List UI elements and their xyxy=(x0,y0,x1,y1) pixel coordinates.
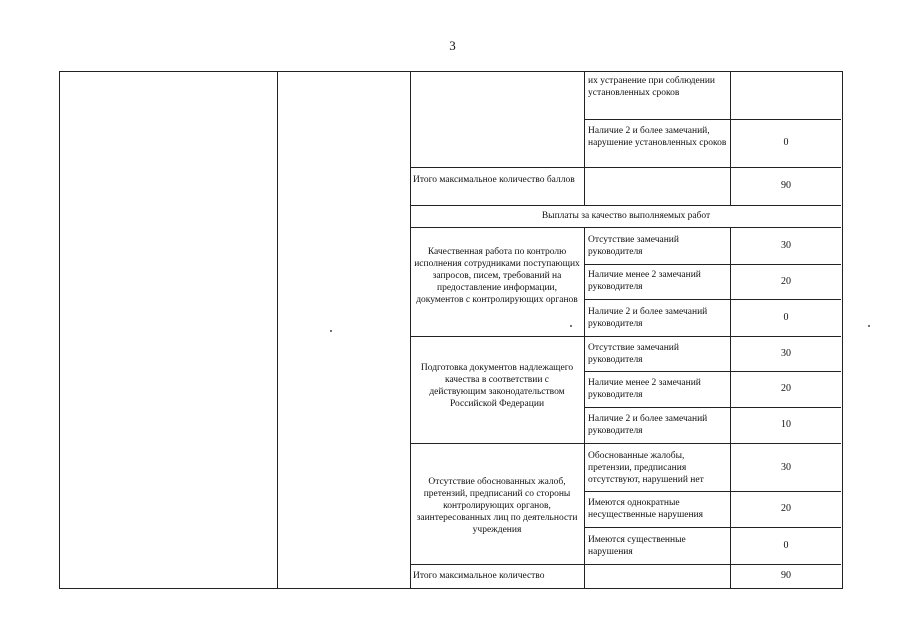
row-line xyxy=(410,227,841,228)
group-title: Подготовка документов надлежащего качества в соответствии с действующим законодательством Российской Федерации xyxy=(420,363,574,409)
criterion-value: 10 xyxy=(781,419,791,430)
criterion-value: 20 xyxy=(781,503,791,514)
criterion-text: Наличие 2 и более замечаний, нарушение установленных сроков xyxy=(588,126,727,148)
row-line xyxy=(584,264,841,265)
criterion-text: Отсутствие замечаний руководителя xyxy=(588,343,679,365)
row-line xyxy=(584,299,841,300)
criterion-text: Отсутствие замечаний руководителя xyxy=(588,235,679,257)
criterion-text: Имеются существенные нарушения xyxy=(588,535,686,557)
scan-speck xyxy=(868,325,870,327)
row-line xyxy=(410,443,841,444)
criterion-value: 30 xyxy=(781,462,791,473)
criterion-text: Имеются однократные несущественные нарушения xyxy=(588,498,704,520)
row-line xyxy=(584,119,841,120)
criterion-text: Наличие менее 2 замечаний руководителя xyxy=(588,378,701,400)
criterion-value: 30 xyxy=(781,240,791,251)
criterion-text: Наличие менее 2 замечаний руководителя xyxy=(588,270,701,292)
row-line xyxy=(584,491,841,492)
col-divider-1 xyxy=(277,72,278,588)
row-line xyxy=(410,564,841,565)
total-label: Итого максимальное количество баллов xyxy=(413,175,575,185)
row-line xyxy=(410,336,841,337)
row-line xyxy=(584,407,841,408)
scan-speck xyxy=(570,325,572,327)
row-line xyxy=(584,527,841,528)
row-line xyxy=(410,167,841,168)
group-title: Качественная работа по контролю исполнения сотрудниками поступающих запросов, писем, требований на предоставление информации, документов с контролирующих органов xyxy=(414,247,580,305)
criterion-value: 20 xyxy=(781,383,791,394)
row-line xyxy=(584,371,841,372)
criterion-text: Обоснованные жалобы, претензии, предписания отсутствуют, нарушений нет xyxy=(588,451,704,485)
row-line xyxy=(410,205,841,206)
section-header: Выплаты за качество выполняемых работ xyxy=(541,211,711,221)
total-label: Итого максимальное количество xyxy=(413,571,545,581)
criterion-value: 0 xyxy=(783,312,789,323)
criterion-value: 0 xyxy=(783,540,789,551)
criterion-value: 0 xyxy=(783,137,789,148)
page-number: 3 xyxy=(449,38,456,53)
scan-speck xyxy=(330,330,332,332)
criterion-text: Наличие 2 и более замечаний руководителя xyxy=(588,307,708,329)
group-title: Отсутствие обоснованных жалоб, претензий, предписаний со стороны контролирующих органов, заинтересованных лиц по деятельности учреждения xyxy=(416,477,578,535)
criterion-text: Наличие 2 и более замечаний руководителя xyxy=(588,414,708,436)
col-divider-2 xyxy=(410,72,411,588)
total-value: 90 xyxy=(781,180,791,191)
criterion-value: 30 xyxy=(781,348,791,359)
col-divider-3 xyxy=(584,72,585,205)
top-criterion-text: их устранение при соблюдении установленных сроков xyxy=(588,76,715,98)
criterion-value: 20 xyxy=(781,276,791,287)
total-value: 90 xyxy=(781,570,791,581)
